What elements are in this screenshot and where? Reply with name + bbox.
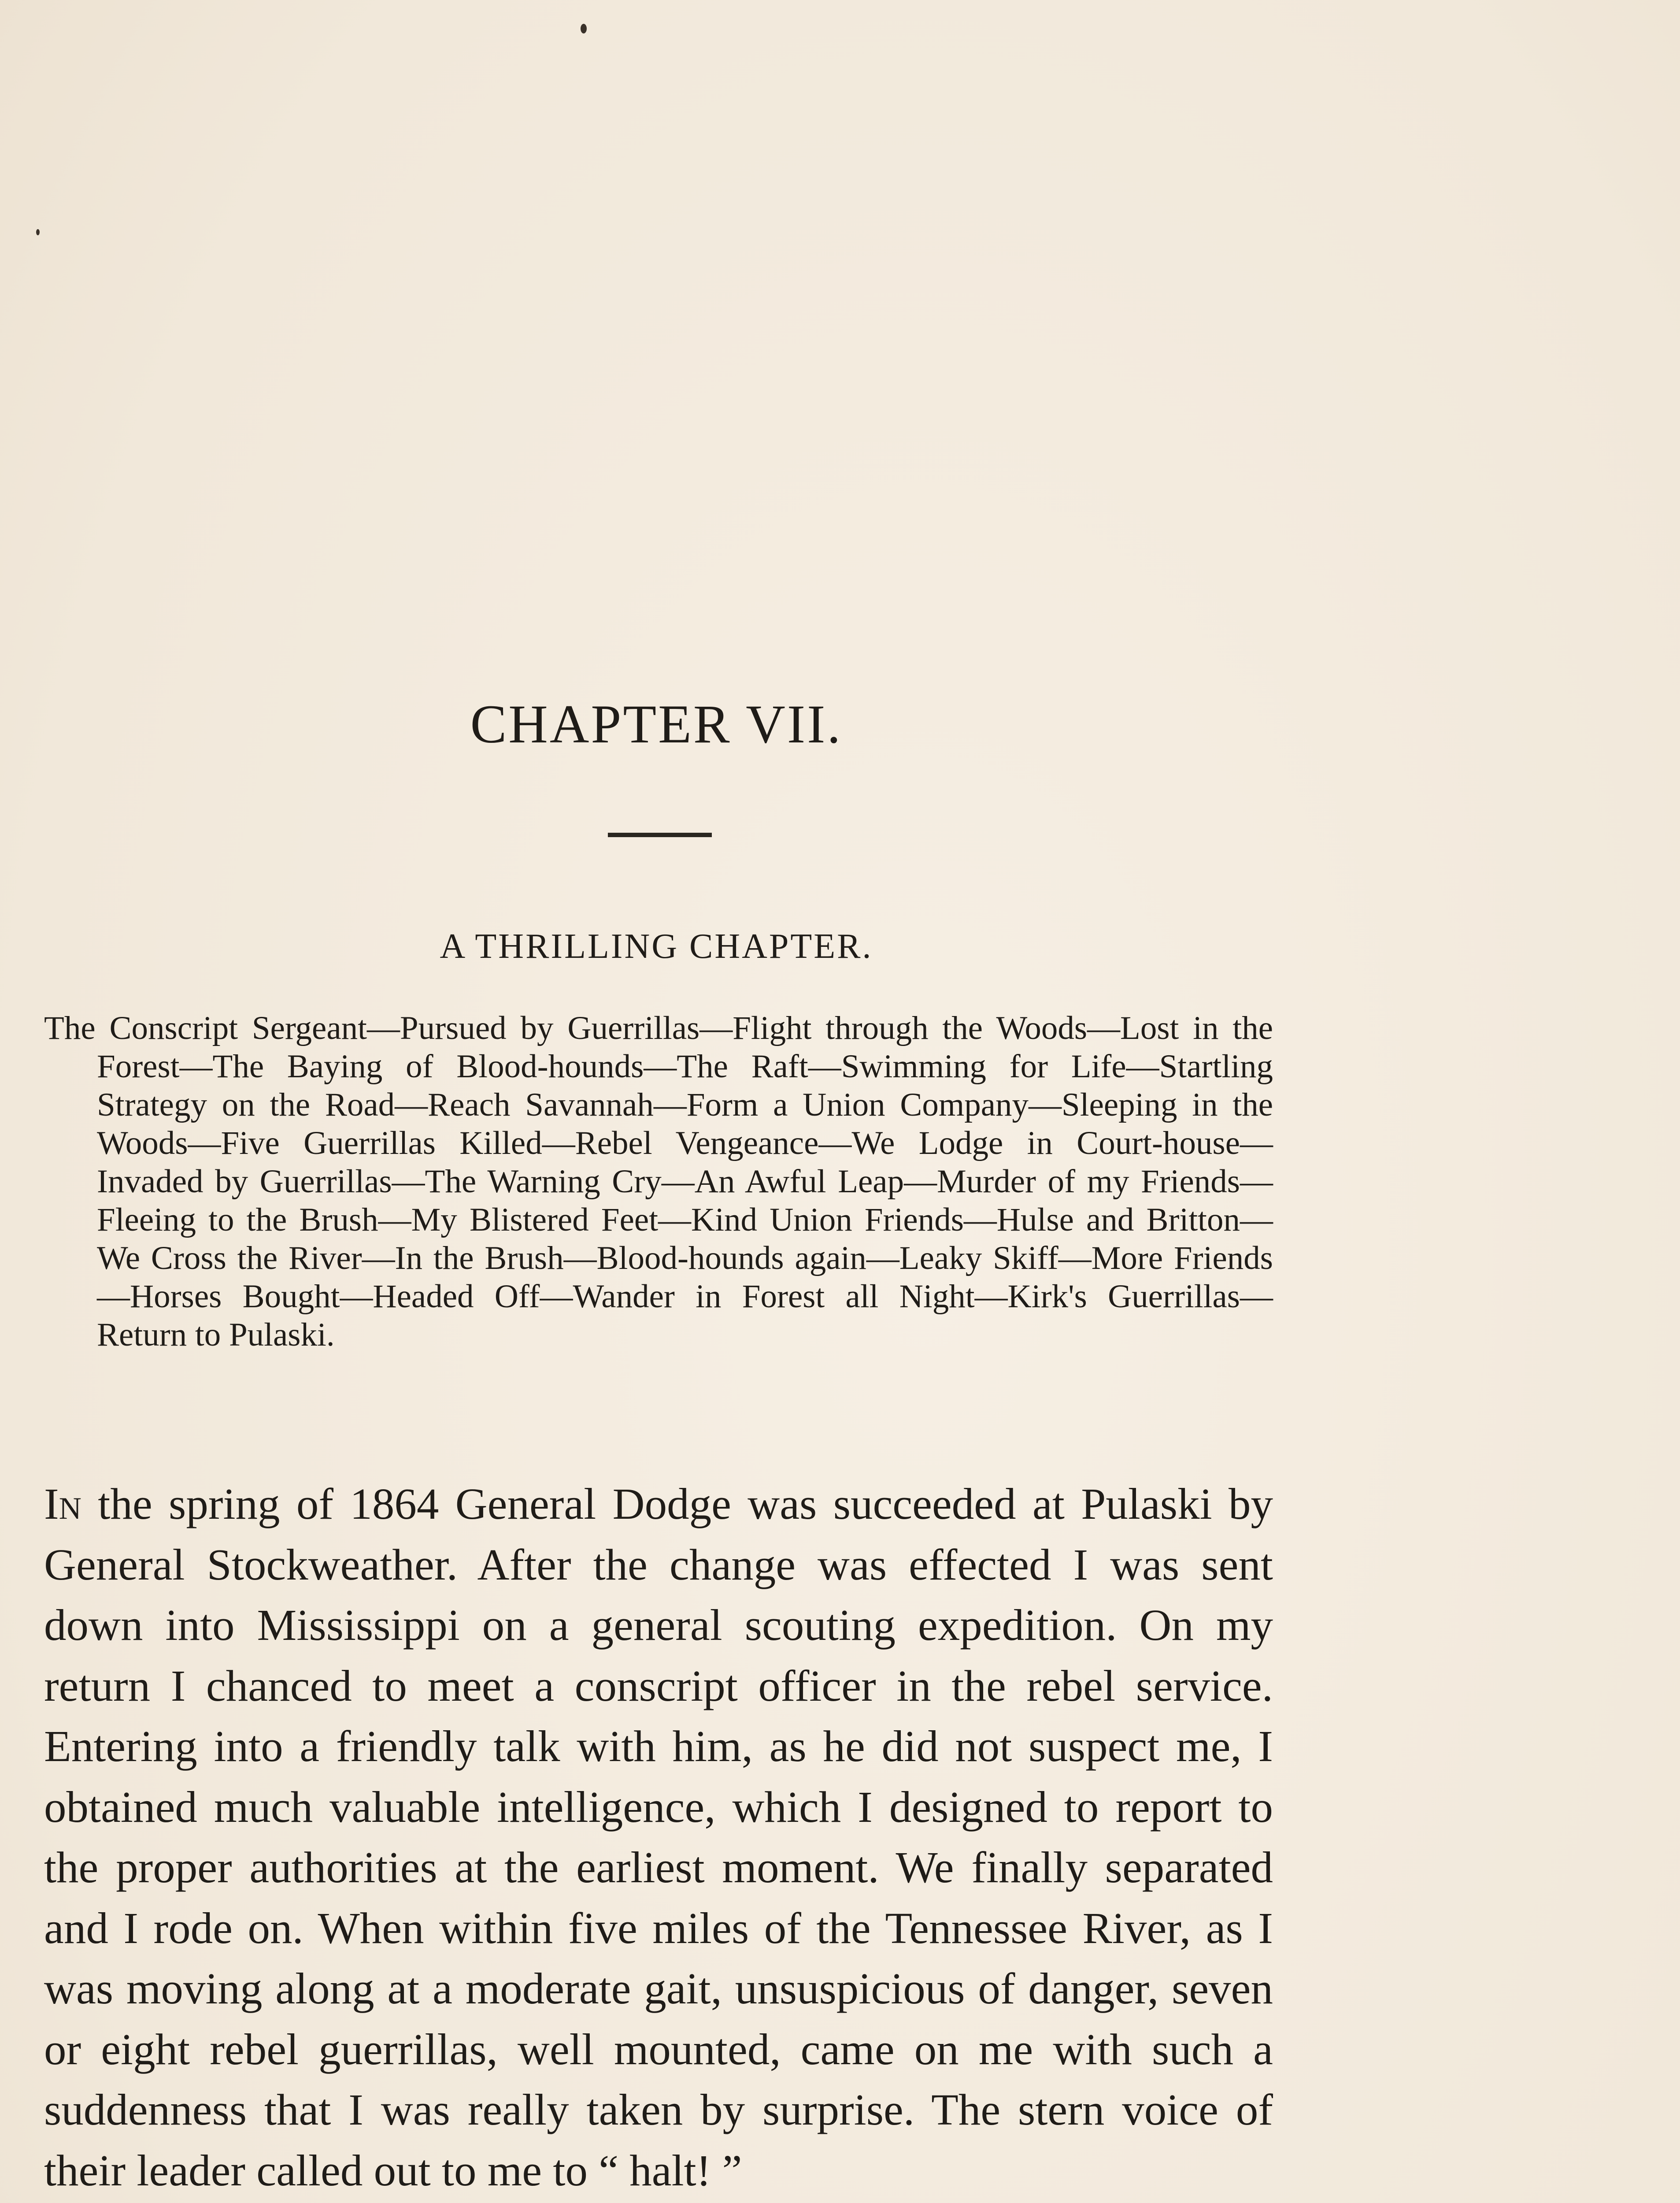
body-paragraph-text: the spring of 1864 General Dodge was succeeded at Pulaski by General Stockweather. After the change was effected I was sent down into Mississippi on a general scouting expedition. On my return I chanced to meet a conscript officer in the rebel service. Entering into a friendly talk with him, as he did not suspect me, I obtained much valuable intelligence, which I designed to report to the proper authorities at the earliest moment. We finally separated and I rode on. When within five miles of the Tennessee River, as I was moving along at a moderate gait, unsuspicious of danger, seven or eight rebel guerrillas, well mounted, came on me with such a suddenness that I was really taken by surprise. The stern voice of their leader called out to me to “ halt! ” xyxy=(44,1479,1273,2195)
chapter-subtitle: A THRILLING CHAPTER. xyxy=(440,927,873,966)
chapter-title: CHAPTER VII. xyxy=(470,694,843,754)
chapter-synopsis: The Conscript Sergeant—Pursued by Guerrillas—Flight through the Woods—Lost in the Forest—The Baying of Blood-hounds—The Raft—Swimming for Life—Startling Strategy on the Road—Reach Savannah—Form a Union Company—Sleeping in the Woods—Five Guerrillas Killed—Rebel Vengeance—We Lodge in Court-house—Invaded by Guerrillas—The Warning Cry—An Awful Leap—Murder of my Friends—Fleeing to the Brush—My Blistered Feet—Kind Union Friends—Hulse and Britton—We Cross the River—In the Brush—Blood-hounds again—Leaky Skiff—More Friends—Horses Bought—Headed Off—Wander in Forest all Night—Kirk's Guerrillas—Return to Pulaski. xyxy=(44,1010,1273,1353)
ink-speck xyxy=(36,229,40,235)
body-paragraph xyxy=(44,1474,1273,2201)
title-rule xyxy=(608,833,712,837)
ink-speck xyxy=(581,24,587,33)
body-first-word: In xyxy=(44,1479,81,1528)
